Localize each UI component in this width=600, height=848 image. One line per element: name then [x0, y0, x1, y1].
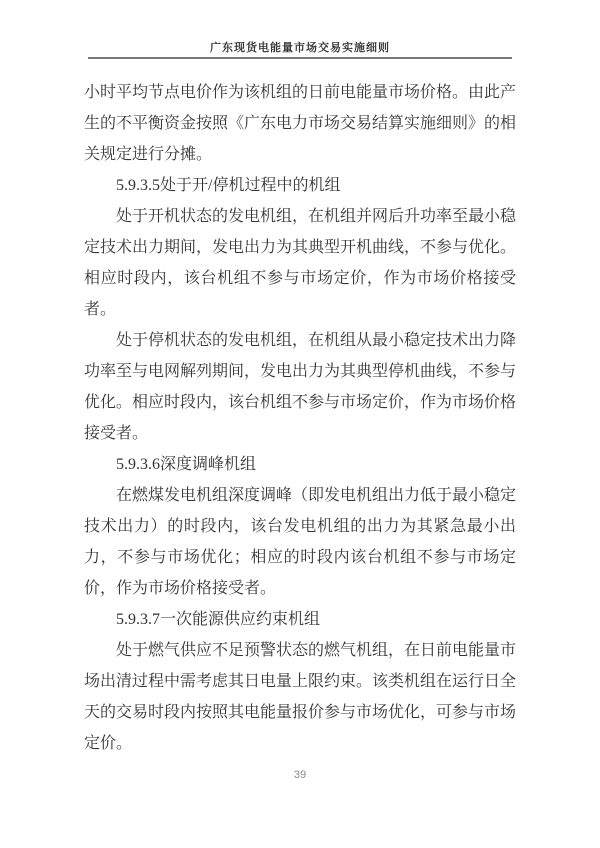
document-body	[84, 77, 516, 759]
page-number: 39	[293, 769, 307, 781]
section-heading-5-9-3-6: 5.9.3.6深度调峰机组	[116, 456, 257, 473]
section-heading-5-9-3-5: 5.9.3.5处于开/停机过程中的机组	[116, 177, 341, 194]
header-rule	[88, 57, 512, 59]
paragraph-shutdown-units: 处于停机状态的发电机组，在机组从最小稳定技术出力降功率至与电网解列期间，发电出力为其典型停机曲线，不参与优化。相应时段内，该台机组不参与市场定价，作为市场价格接受者。	[84, 332, 517, 442]
paragraph-primary-energy-constrained-units: 处于燃气供应不足预警状态的燃气机组，在日前电能量市场出清过程中需考虑其日电量上限约束。该类机组在运行日全天的交易时段内按照其电能量报价参与市场优化，可参与市场定价。	[84, 642, 517, 752]
running-header-title: 广东现货电能量市场交易实施细则	[210, 42, 390, 54]
paragraph-startup-units: 处于开机状态的发电机组，在机组并网后升功率至最小稳定技术出力期间，发电出力为其典型开机曲线，不参与优化。相应时段内，该台机组不参与市场定价，作为市场价格接受者。	[84, 208, 517, 318]
paragraph-deep-peak-regulation: 在燃煤发电机组深度调峰（即发电机组出力低于最小稳定技术出力）的时段内，该台发电机组的出力为其紧急最小出力，不参与市场优化；相应的时段内该台机组不参与市场定价，作为市场价格接受者。	[84, 487, 517, 597]
section-heading-5-9-3-7: 5.9.3.7一次能源供应约束机组	[116, 611, 321, 628]
paragraph-continuation: 小时平均节点电价作为该机组的日前电能量市场价格。由此产生的不平衡资金按照《广东电力市场交易结算实施细则》的相关规定进行分摊。	[84, 84, 517, 163]
